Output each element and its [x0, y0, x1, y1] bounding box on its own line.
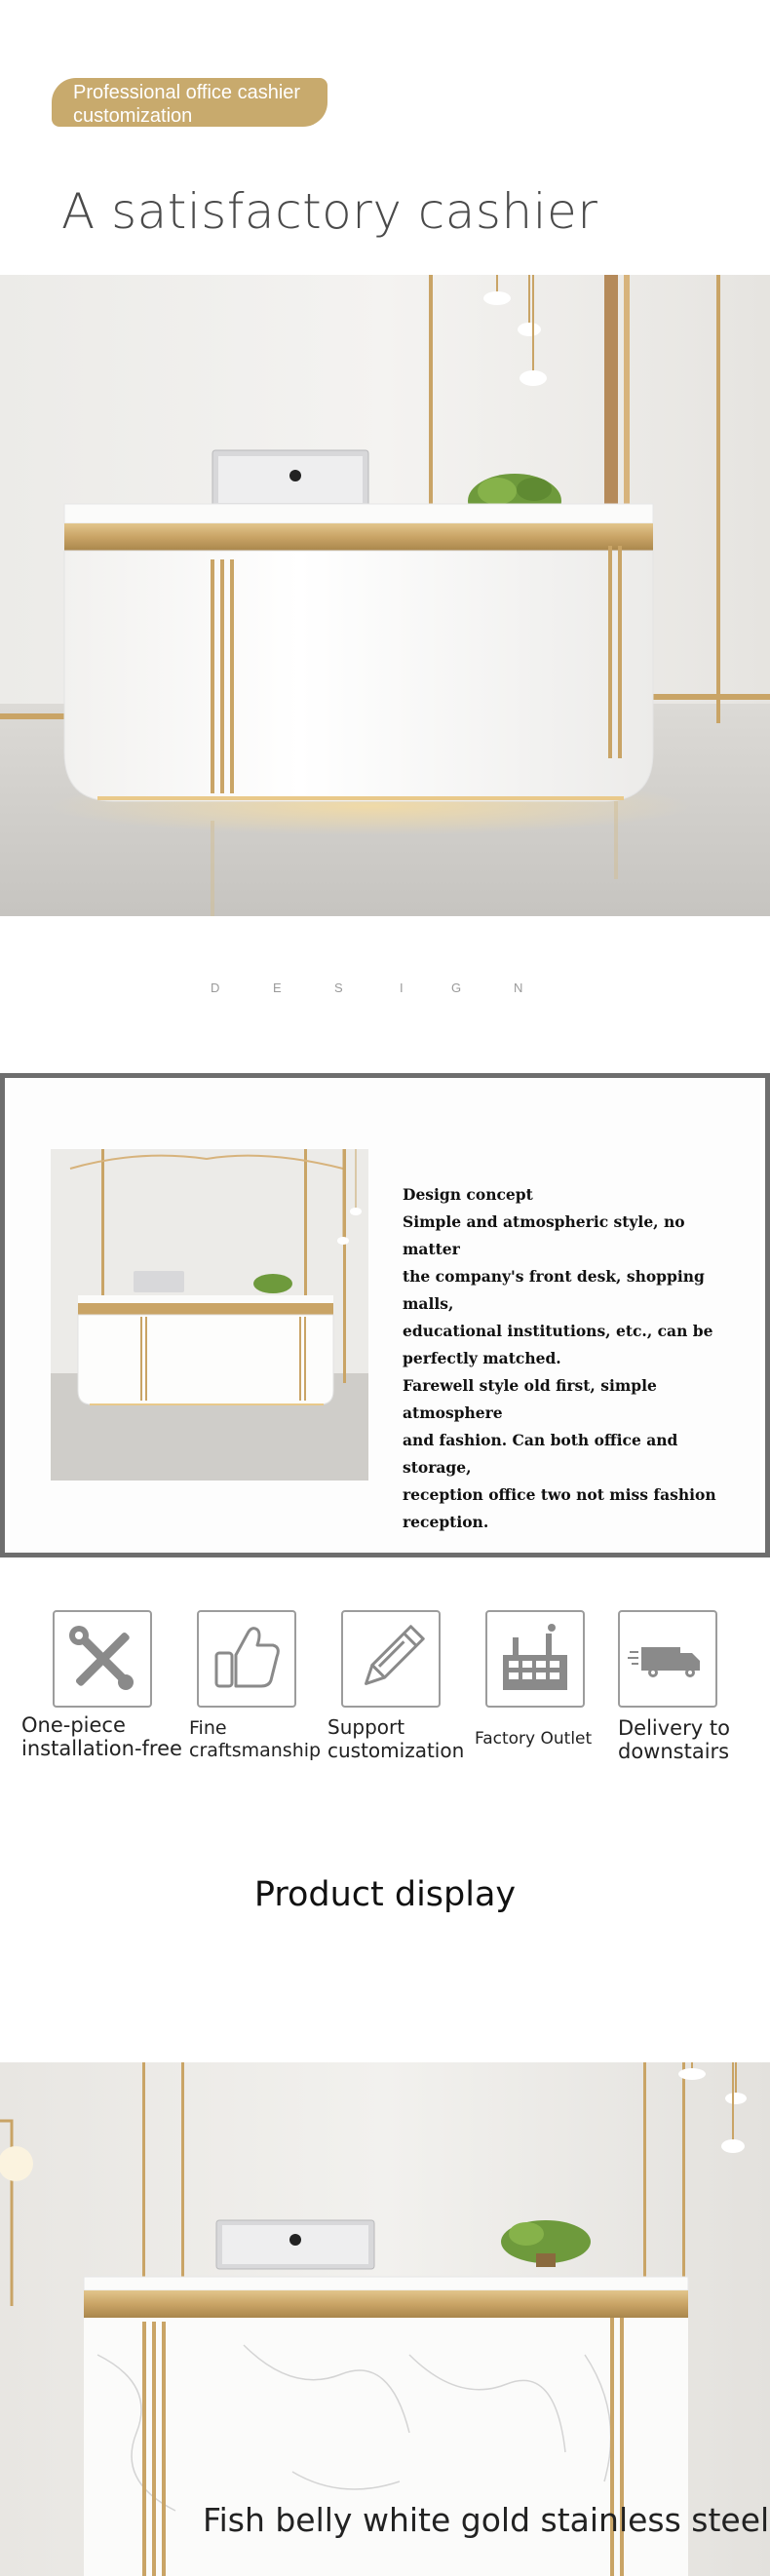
thumbs-up-icon [199, 1612, 294, 1706]
design-letter: S [334, 980, 343, 995]
feature-customization-label [327, 1715, 464, 1762]
reception-desk-thumbnail [51, 1149, 368, 1480]
design-letter: N [514, 980, 523, 995]
hero-product-photo [0, 275, 770, 916]
factory-icon [487, 1612, 583, 1706]
concept-description [403, 1181, 734, 1536]
design-letter: D [211, 980, 220, 995]
feature-installation-box [53, 1610, 152, 1708]
design-letter: G [451, 980, 462, 995]
feature-label-line: Fine [189, 1717, 227, 1739]
concept-line: the company's front desk, shopping malls, [403, 1267, 705, 1313]
delivery-truck-icon [620, 1612, 715, 1706]
badge-line-2: customization [73, 105, 193, 127]
concept-heading: Design concept [403, 1185, 533, 1204]
concept-line: reception office two not miss fashion [403, 1485, 716, 1504]
design-concept-panel [0, 1073, 770, 1557]
feature-label-line: Support [327, 1715, 405, 1739]
reception-desk-illustration [0, 275, 770, 916]
feature-factory-label [475, 1727, 592, 1750]
page-title: A satisfactory cashier [61, 183, 598, 240]
feature-label-line: craftsmanship [189, 1740, 322, 1761]
badge-line-1: Professional office cashier [73, 82, 301, 103]
feature-label-line: Delivery to [618, 1716, 730, 1740]
concept-line: and fashion. Can both office and storage, [403, 1431, 678, 1477]
concept-line: reception. [403, 1513, 489, 1531]
feature-label-line: installation-free [21, 1737, 182, 1760]
concept-line: Farewell style old first, simple atmosphere [403, 1376, 657, 1422]
product-display-heading: Product display [253, 1875, 517, 1914]
feature-delivery-label [618, 1716, 730, 1763]
concept-line: perfectly matched. [403, 1349, 561, 1367]
design-letter: I [400, 980, 404, 995]
concept-line: educational institutions, etc., can be [403, 1322, 713, 1340]
feature-label-line: customization [327, 1739, 465, 1762]
feature-craftsmanship-label [189, 1717, 321, 1762]
feature-craftsmanship-box [197, 1610, 296, 1708]
concept-line: Simple and atmospheric style, no matter [403, 1212, 685, 1258]
feature-factory-box [485, 1610, 585, 1708]
marble-desk-illustration [0, 2062, 770, 2576]
design-letter: E [273, 980, 282, 995]
pencil-icon [343, 1612, 439, 1706]
feature-label-line: One-piece [21, 1713, 126, 1737]
feature-customization-box [341, 1610, 441, 1708]
tools-icon [55, 1612, 150, 1706]
feature-label-line: downstairs [618, 1740, 730, 1763]
product-display-photo [0, 2062, 770, 2576]
design-spaced-word [0, 980, 770, 1000]
product-caption: Fish belly white gold stainless steel [203, 2501, 770, 2539]
category-badge [52, 78, 327, 127]
feature-label-line: Factory Outlet [475, 1729, 593, 1749]
concept-product-photo [51, 1149, 368, 1480]
feature-installation-label [21, 1713, 182, 1760]
feature-delivery-box [618, 1610, 717, 1708]
